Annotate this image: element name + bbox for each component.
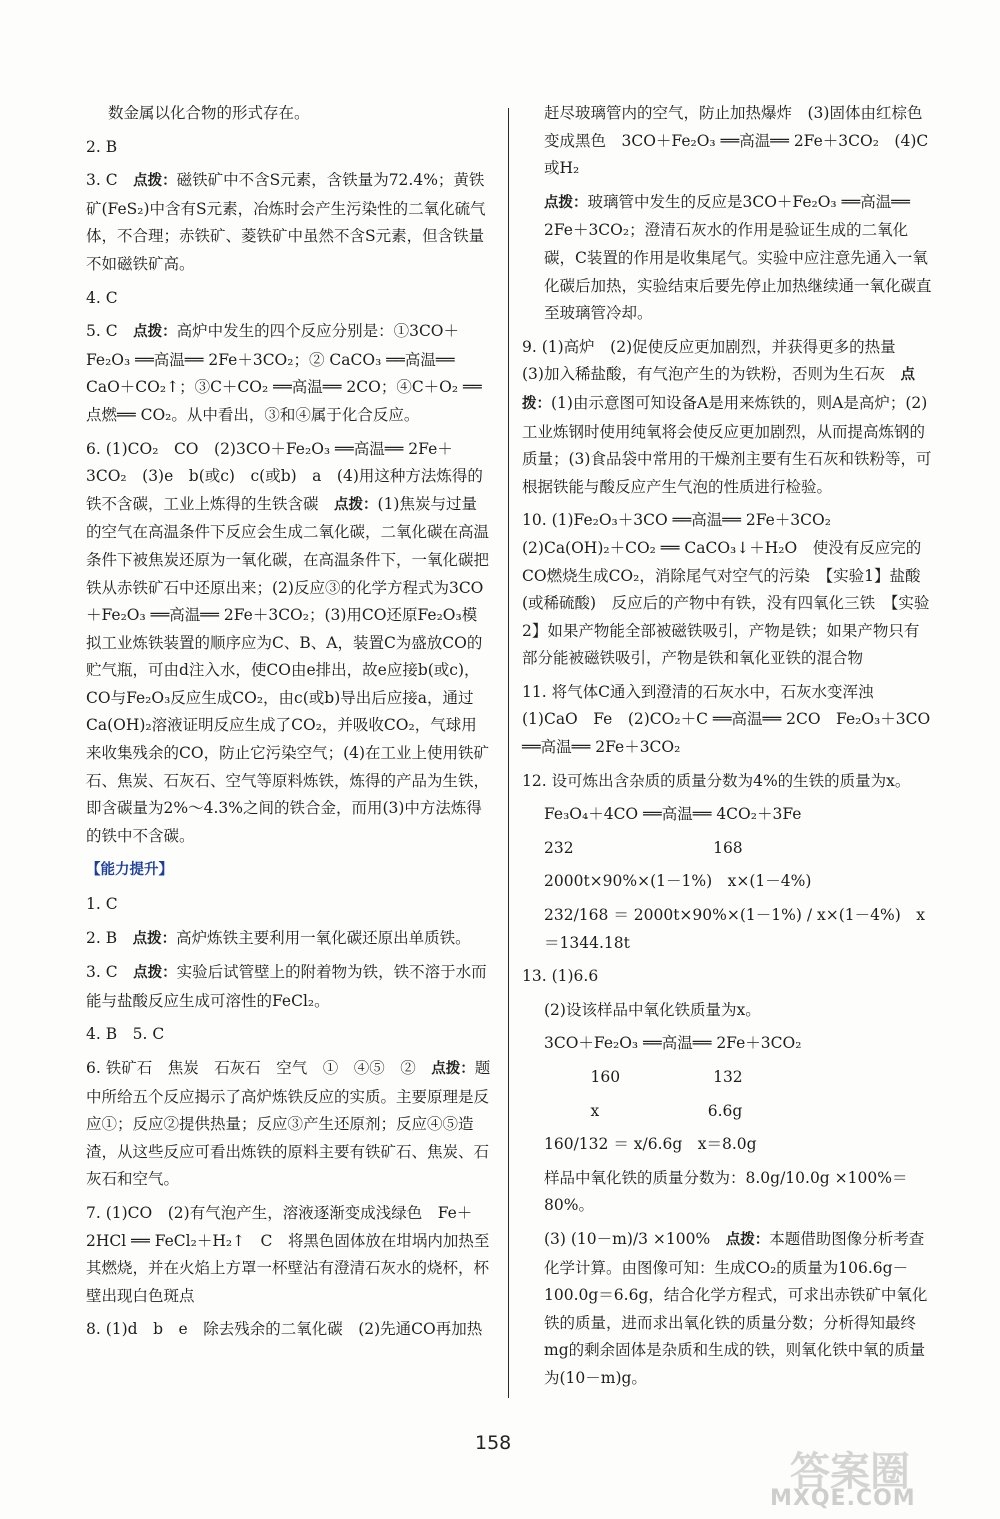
answer-paragraph: 6. 铁矿石 焦炭 石灰石 空气 ① ④⑤ ② 点拨：题中所给五个反应揭示了高炉炼铁反应的实质。主要原理是反应①；反应②提供热量；反应③产生还原剂；反应④⑤造渣，从这些反应可看出炼铁的原料主要有铁矿石、焦炭、石灰石和空气。 (86, 1059, 491, 1189)
section-heading (86, 856, 492, 885)
watermark-logo: 答案圈 (790, 1449, 910, 1495)
answer-paragraph: 2000t×90%×(1－1%) x×(1－4%) (544, 872, 812, 891)
tip-label: 点拨： (133, 173, 177, 190)
answer-paragraph: 160/132 ＝ x/6.6g x＝8.0g (544, 1135, 757, 1154)
answer-paragraph: 4. B 5. C (86, 1025, 165, 1044)
answer-paragraph: 样品中氧化铁的质量分数为：8.0g/10.0g ×100%＝80%。 (544, 1168, 908, 1215)
page-number: 158 (475, 1432, 512, 1454)
answer-paragraph: 12. 设可炼出含杂质的质量分数为4%的生铁的质量为x。 (522, 771, 911, 790)
column-divider (508, 108, 509, 1398)
answer-paragraph: 232 168 (544, 838, 743, 857)
right-column (522, 100, 932, 1393)
answer-paragraph: 10. (1)Fe₂O₃＋3CO ══高温══ 2Fe＋3CO₂ (2)Ca(OH)₂＋CO₂ ══ CaCO₃↓＋H₂O 使没有反应完的CO燃烧生成CO₂，消除尾气对空气的污染 【实验1】盐酸(或稀硫酸) 反应后的产物中有铁，没有四氧化三铁 【实验2】如果产物能全部被磁铁吸引，产物是铁；如果产物只有部分能被磁铁吸引，产物是铁和氧化亚铁的混合物 (522, 511, 930, 668)
answer-paragraph: 6. (1)CO₂ CO (2)3CO＋Fe₂O₃ ══高温══ 2Fe＋3CO₂ (3)e b(或c) c(或b) a (4)用这种方法炼得的铁不含碳，工业上炼得的生铁含碳 点拨：(1)焦炭与过量的空气在高温条件下反应会生成二氧化碳，二氧化碳在高温条件下被焦炭还原为一氧化碳，在高温条件下，一氧化碳把铁从赤铁矿石中还原出来；(2)反应③的化学方程式为3CO＋Fe₂O₃ ══高温══ 2Fe＋3CO₂；(3)用CO还原Fe₂O₃模拟工业炼铁装置的顺序应为C、B、A，装置C为盛放CO的贮气瓶，可由d注入水，使CO由e排出，故e应接b(或c)，CO与Fe₂O₃反应生成CO₂，由c(或b)导出后应接a，通过Ca(OH)₂溶液证明反应生成了CO₂，并吸收CO₂，气球用来收集残余的CO，防止它污染空气；(4)在工业上使用铁矿石、焦炭、石灰石、空气等原料炼铁，炼得的产品为生铁，即含碳量为2%～4.3%之间的铁合金，而用(3)中方法炼得的铁中不含碳。 (86, 439, 490, 845)
tip-label: 点拨： (133, 965, 177, 982)
answer-paragraph: 2. B (86, 137, 118, 156)
answer-paragraph: 3CO＋Fe₂O₃ ══高温══ 2Fe＋3CO₂ (544, 1034, 802, 1053)
answer-paragraph: 4. C (86, 288, 118, 307)
answer-paragraph: x 6.6g (544, 1101, 743, 1120)
answer-paragraph: 232/168 ＝ 2000t×90%×(1－1%) / x×(1－4%) x＝1344.18t (544, 906, 925, 952)
answer-paragraph: 7. (1)CO (2)有气泡产生，溶液逐渐变成浅绿色 Fe＋2HCl ══ FeCl₂＋H₂↑ C 将黑色固体放在坩埚内加热至其燃烧，并在火焰上方罩一杯壁沾有澄清石灰水的烧杯，杯壁出现白色斑点 (86, 1203, 490, 1305)
answer-paragraph: Fe₃O₄＋4CO ══高温══ 4CO₂＋3Fe (544, 805, 802, 824)
answer-paragraph: 点拨：玻璃管中发生的反应是3CO＋Fe₂O₃ ══高温══ 2Fe＋3CO₂；澄清石灰水的作用是验证生成的二氧化碳，C装置的作用是收集尾气。实验中应注意先通入一氧化碳后加热，实验结束后要先停止加热继续通一氧化碳直至玻璃管冷却。 (544, 192, 932, 323)
tip-label: 点拨： (522, 367, 915, 412)
section-label: 【能力提升】 (86, 862, 173, 879)
answer-paragraph: 9. (1)高炉 (2)促使反应更加剧烈，并获得更多的热量 (3)加入稀盐酸，有气泡产生的为铁粉，否则为生石灰 点拨：(1)由示意图可知设备A是用来炼铁的，则A是高炉；(2)工业炼钢时使用纯氧将会使反应更加剧烈，从而提高炼钢的质量；(3)食品袋中常用的干燥剂主要有生石灰和铁粉等，可根据铁能与酸反应产生气泡的性质进行检验。 (522, 337, 932, 496)
tip-label: 点拨： (334, 496, 378, 513)
answer-paragraph: (2)设该样品中氧化铁质量为x。 (544, 1000, 761, 1019)
tip-label: 点拨： (132, 930, 177, 947)
answer-paragraph: 赶尽玻璃管内的空气，防止加热爆炸 (3)固体由红棕色变成黑色 3CO＋Fe₂O₃ ══高温══ 2Fe＋3CO₂ (4)C或H₂ (544, 104, 929, 178)
answer-paragraph: 11. 将气体C通入到澄清的石灰水中，石灰水变浑浊 (1)CaO Fe (2)CO₂＋C ══高温══ 2CO Fe₂O₃＋3CO ══高温══ 2Fe＋3CO₂ (522, 682, 931, 757)
left-column (86, 100, 492, 1344)
answer-paragraph: 160 132 (544, 1068, 743, 1086)
answer-paragraph: 8. (1)d b e 除去残余的二氧化碳 (2)先通CO再加热 (86, 1320, 483, 1339)
answer-paragraph: 1. C (86, 895, 118, 914)
answer-paragraph: 3. C 点拨：磁铁矿中不含S元素，含铁量为72.4%；黄铁矿(FeS₂)中含有S元素，冶炼时会产生污染性的二氧化硫气体，不合理；赤铁矿、菱铁矿中虽然不含S元素，但含铁量不如磁铁矿高。 (86, 171, 486, 273)
watermark (760, 1440, 970, 1514)
answer-paragraph: 5. C 点拨：高炉中发生的四个反应分别是：①3CO＋Fe₂O₃ ══高温══ 2Fe＋3CO₂；② CaCO₃ ══高温══ CaO＋CO₂↑；③C＋CO₂ ══高温══ 2CO；④C＋O₂ ══点燃══ CO₂。从中看出，③和④属于化合反应。 (86, 322, 482, 424)
answer-paragraph: 2. B 点拨：高炉炼铁主要利用一氧化碳还原出单质铁。 (86, 928, 471, 947)
tip-label: 点拨： (431, 1061, 475, 1077)
answer-paragraph: 13. (1)6.6 (522, 967, 599, 986)
answer-paragraph: (3) (10－m)/3 ×100% 点拨：本题借助图像分析考查化学计算。由图像可知：生成CO₂的质量为106.6g－100.0g＝6.6g，结合化学方程式，可求出赤铁矿中氧化铁的质量，进而求出氧化铁的质量分数；分析得知最终mg的剩余固体是杂质和生成的铁，则氧化铁中氧的质量为(10－m)g。 (544, 1229, 928, 1387)
tip-label: 点拨： (544, 194, 588, 211)
tip-label: 点拨： (133, 324, 177, 341)
answer-paragraph: 数金属以化合物的形式存在。 (108, 104, 310, 122)
watermark-site: MXQE.COM (770, 1486, 916, 1511)
tip-label: 点拨： (725, 1231, 770, 1248)
answer-paragraph: 3. C 点拨：实验后试管壁上的附着物为铁，铁不溶于水而能与盐酸反应生成可溶性的FeCl₂。 (86, 963, 487, 1010)
